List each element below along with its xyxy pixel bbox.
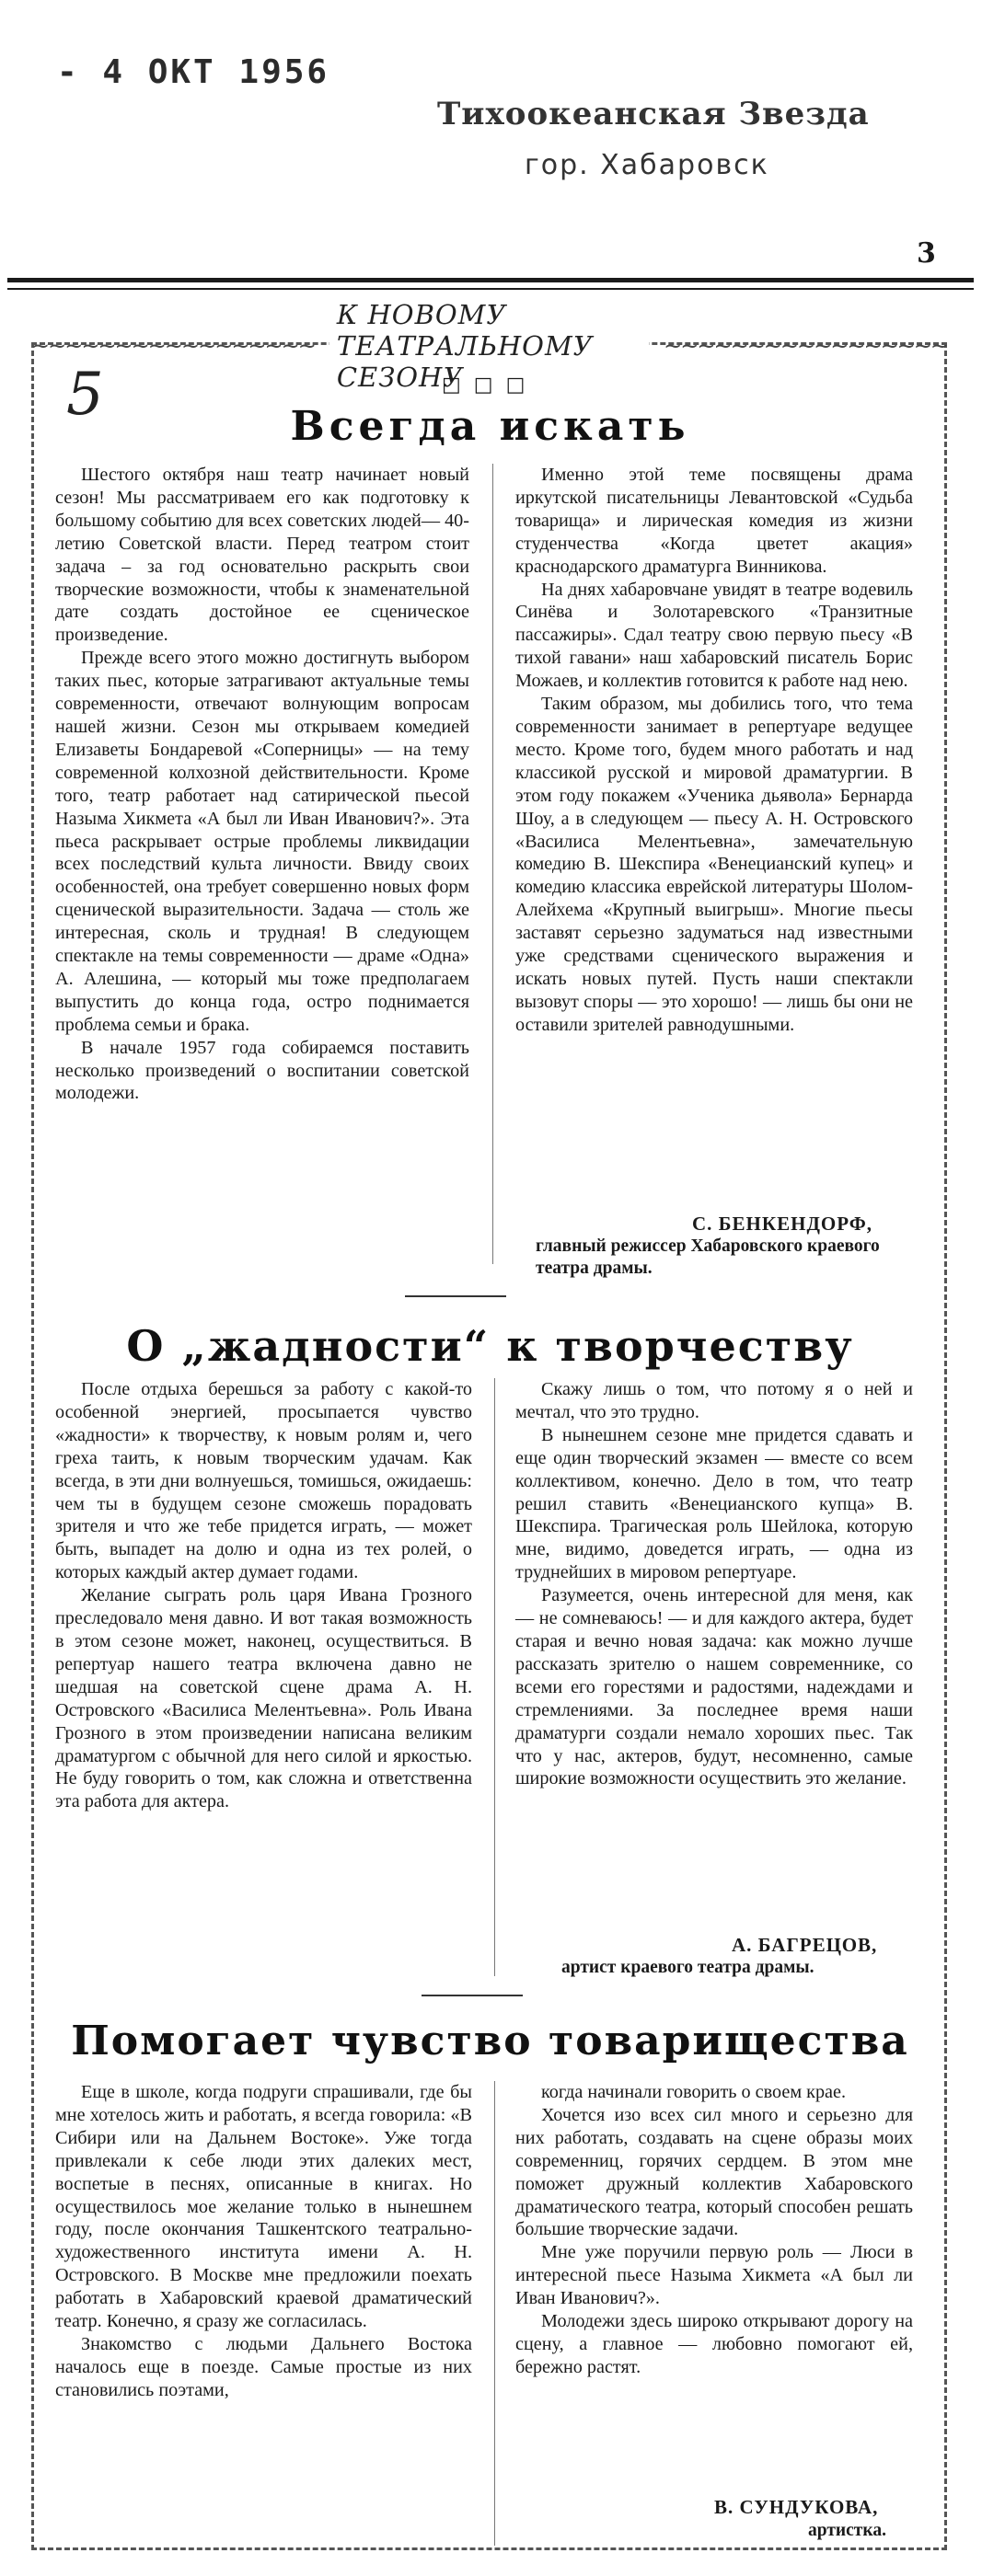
paragraph: На днях хабаровчане увидят в театре водевиль Синёва и Золотаревского «Транзитные пассажиры». Сдал театру свою первую пьесу «В тихой гавани» наш хабаровский писатель Борис Можаев, и коллектив готовится к работе над нею. bbox=[515, 579, 913, 692]
paragraph: Именно этой теме посвящены драма иркутской писательницы Левантовской «Судьба товарища» и лирическая комедия из жизни студенчества «Когда цветет акация» краснодарского драматурга Винникова. bbox=[515, 465, 913, 577]
article-column-right bbox=[515, 2081, 913, 2547]
paragraph: После отдыха берешься за работу с какой-то особенной энергией, просыпается чувство «жадности» к творчеству, к новым ролям и, чего греха таить, к новым творческим удачам. Как всегда, в эти дни волнуешься, томишься, ожидаешь: чем ты в будущем сезоне сможешь порадовать зрителя и что же тебе придется играть, — может быть, выпадет на долю и одна из тех ролей, о которых каждый актер думает годами. bbox=[55, 1379, 472, 1583]
top-rule bbox=[7, 278, 974, 282]
stamp-date: - 4 ОКТ 1956 bbox=[57, 53, 330, 91]
article-separator bbox=[422, 1995, 523, 1996]
article-separator bbox=[405, 1295, 506, 1297]
top-rule-thin bbox=[7, 288, 974, 290]
paragraph: Прежде всего этого можно достигнуть выбором таких пьес, которые затрагивают актуальные темы современности, отвечают волнующим вопросам нашей жизни. Сезон мы открываем комедией Елизаветы Бондаревой «Соперницы» — на тему современной колхозной действительности. Кроме того, театр работает над сатирической пьесой Назыма Хикмета «А был ли Иван Иванович?». Эта пьеса раскрывает острые проблемы ликвидации всех последствий культа личности. Ввиду своих особенностей, она требует совершенно новых форм сценической выразительности. Задача — столь же интересная, сколь и трудная! В следующем спектакле на темы современности — драме «Одна» А. Алешина, — который мы тоже предполагаем выпустить до конца года, остро поднимается проблема семьи и брака. bbox=[55, 648, 469, 1035]
paragraph: Таким образом, мы добились того, что тема современности занимает в репертуаре ведущее место. Кроме того, будем много работать и над классикой русской и мировой драматургии. В этом году покажем «Ученика дьявола» Бернарда Шоу, а в следующем — пьесу А. Н. Островского «Василиса Мелентьевна», замечательную комедию В. Шекспира «Венецианский купец» и комедию классика еврейской литературы Шолом-Алейхема «Крупный выигрыш». Многие пьесы заставят серьезно задуматься над известными уже средствами сценического выражения и искать новых путей. Пусть наши спектакли вызовут споры — это хорошо! — лишь бы они не оставили зрителей равнодушными. bbox=[515, 694, 913, 1035]
paragraph: Шестого октября наш театр начинает новый сезон! Мы рассматриваем его как подготовку к большому событию для всех советских людей— 40-летию Советской власти. Перед театром стоит задача – за год основательно раскрыть свои творческие возможности, чтобы к знаменательной дате создать достойное ее сценическое произведение. bbox=[55, 465, 469, 646]
article-title: Всегда искать bbox=[290, 403, 690, 450]
wave-ornament-right: ~~~~~~~~~~~~~~~~~ bbox=[664, 333, 947, 359]
article-column-left bbox=[55, 1378, 472, 1976]
article-column-left bbox=[55, 2081, 472, 2547]
handwritten-mark: 5 bbox=[66, 361, 104, 429]
page-number: 3 bbox=[917, 237, 936, 270]
paragraph: Разумеется, очень интересной для меня, как — не сомневаюсь! — и для каждого актера, будет старая и вечно новая задача: как можно лучше рассказать зрителю о нашем современнике, со всеми его горестями и радостями, надеждами и стремлениями. За последнее время наши драматурги создали немало хороших пьес. Так что у нас, актеров, будут, несомненно, самые широкие возможности осуществить это желание. bbox=[515, 1585, 913, 1789]
squares-ornament: □□□ bbox=[442, 374, 538, 397]
article-author-role: главный режиссер Хабаровского краевого театра драмы. bbox=[536, 1236, 880, 1278]
article-column-left bbox=[55, 464, 469, 1268]
paragraph: Молодежи здесь широко открывают дорогу на сцену, а главное — любовно помогают ей, бережно растят. bbox=[515, 2311, 913, 2377]
paragraph: Хочется изо всех сил много и серьезно для них работать, создавать на сцене образы моих современниц, горячих сердцем. В этом мне поможет дружный коллектив Хабаровского драматического театра, который способен решать большие творческие задачи. bbox=[515, 2104, 913, 2240]
wave-ornament-left: ~~~~~~~~~~~~~~~~~ bbox=[31, 333, 315, 359]
column-divider bbox=[494, 2081, 495, 2546]
article-author-role: артистка. bbox=[808, 2521, 886, 2540]
article-author: В. СУНДУКОВА, bbox=[714, 2496, 879, 2518]
paragraph: Мне уже поручили первую роль — Люси в интересной пьесе Назыма Хикмета «А был ли Иван Иванович?». bbox=[515, 2242, 913, 2309]
paragraph: Скажу лишь о том, что потому я о ней и мечтал, что это трудно. bbox=[515, 1379, 913, 1422]
stamp-city: гор. Хабаровск bbox=[525, 149, 769, 181]
article-column-right bbox=[515, 464, 913, 1268]
article-author-role: артист краевого театра драмы. bbox=[561, 1958, 814, 1977]
paragraph: Знакомство с людьми Дальнего Востока началось еще в поезде. Самые простые из них становились поэтами, bbox=[55, 2333, 472, 2400]
column-divider bbox=[494, 1378, 495, 1976]
section-heading: К НОВОМУ ТЕАТРАЛЬНОМУ СЕЗОНУ bbox=[329, 299, 649, 393]
article-author: А. БАГРЕЦОВ, bbox=[732, 1934, 878, 1956]
article-title: Помогает чувство товарищества bbox=[71, 2018, 909, 2064]
article-title: О „жадности“ к творчеству bbox=[126, 1321, 854, 1371]
column-divider bbox=[492, 464, 493, 1264]
article-author: С. БЕНКЕНДОРФ, bbox=[692, 1213, 872, 1235]
paragraph: Еще в школе, когда подруги спрашивали, где бы мне хотелось жить и работать, я всегда говорила: «В Сибири или на Дальнем Востоке». Уже тогда привлекали к себе люди этих далеких мест, воспетые в песнях, описанные в книгах. Но осуществилось мое желание только в нынешнем году, после окончания Ташкентского театрально-художественного института имени А. Н. Островского. В Москве мне предложили поехать работать в Хабаровский краевой драматический театр. Конечно, я сразу же согласилась. bbox=[55, 2082, 472, 2332]
paragraph: Желание сыграть роль царя Ивана Грозного преследовало меня давно. И вот такая возможность в этом сезоне может, наконец, осуществиться. В репертуар нашего театра включена давно не шедшая на советской сцене драма А. Н. Островского «Василиса Мелентьевна». Роль Ивана Грозного в этом произведении написана великим драматургом с обычной для него силой и яркостью. Не буду говорить о том, как сложна и ответственна эта работа для актера. bbox=[55, 1585, 472, 1812]
paragraph: когда начинали говорить о своем крае. bbox=[541, 2082, 847, 2102]
paragraph: В начале 1957 года собираемся поставить несколько произведений о воспитании советской молодежи. bbox=[55, 1037, 469, 1104]
stamp-newspaper-name: Тихоокеанская Звезда bbox=[437, 96, 870, 132]
paragraph: В нынешнем сезоне мне придется сдавать и еще один творческий экзамен — вместе со всем коллективом, конечно. Дело в том, что театр решил ставить «Венецианского купца» В. Шекспира. Трагическая роль Шейлока, которую мне, видимо, доведется играть, — одна из труднейших в мировом репертуаре. bbox=[515, 1424, 913, 1583]
section-rubric bbox=[31, 299, 947, 393]
article-column-right bbox=[515, 1378, 913, 1976]
